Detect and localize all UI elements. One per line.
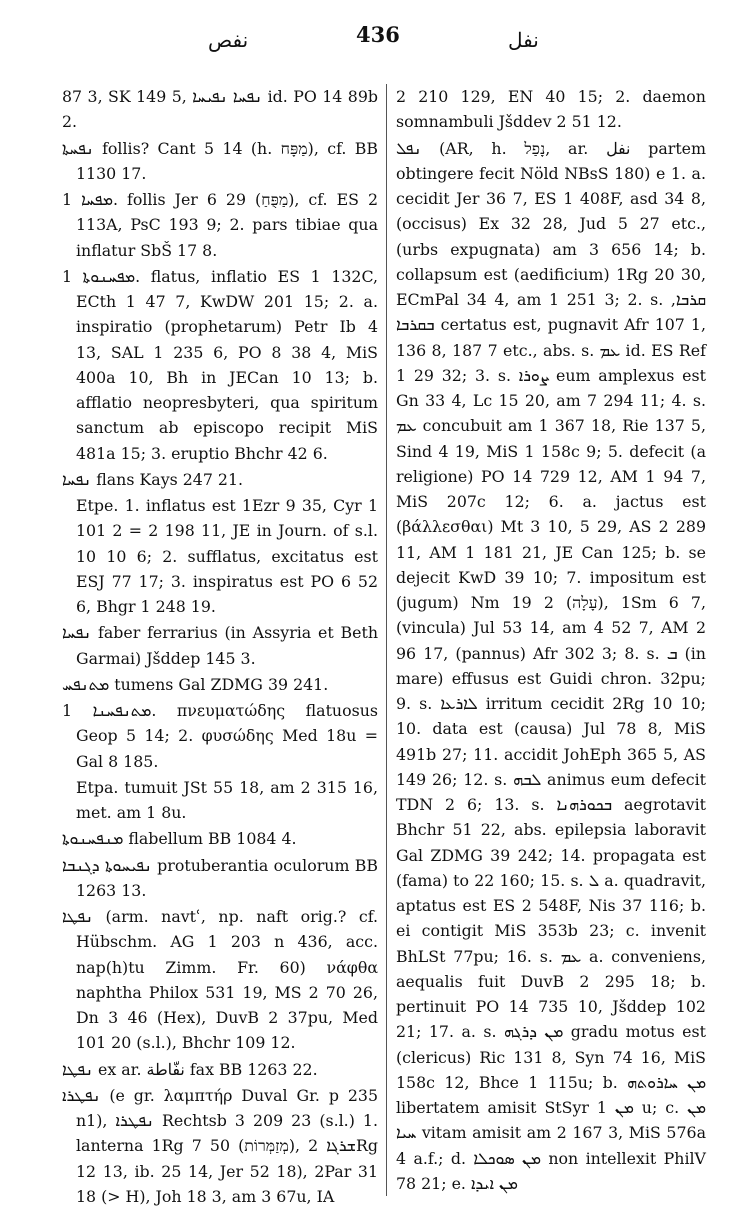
dictionary-entry: ܢܦܚܐ flans Kays 247 21. bbox=[62, 469, 244, 489]
dictionary-entry: ܡܦܚܢܘܬܐ 1. flatus, inflatio ES 1 132C, ECth 1 47 7, KwDW 201 15; 2. a. inspiratio (prophetarum) Petr Ib 4 13, SAL 1 235 6, PO 8 38 4, MiS 400a 10, Bh in JECan 10 13; b. afflatio neopresbyteri, qua spiritum sanctum ab episcopo recipit MiS 481a 15; 3. eruptio Bhchr 42 6. bbox=[62, 266, 378, 463]
dictionary-entry: ܢܦܝܚܘܬܐ ܕܓܢܒܐ protuberantia oculorum BB 1263 13. bbox=[62, 855, 378, 900]
running-head-left-word: نفص bbox=[208, 28, 249, 52]
column-divider bbox=[386, 84, 387, 1196]
dictionary-entry: ܢܦܛܐ ex ar. نفّاطة fax BB 1263 22. bbox=[62, 1059, 318, 1079]
dictionary-entry: ܢܦܛܪܐ (e gr. λαμπτήρ Duval Gr. p 235 n1), ܢܦܛܪܐ Rechtsb 3 209 23 (s.l.) 1. lanterna 1Rg 7 50 (מְזַמְּרוֹת), ܫܪܓܐ 2Rg 12 13, ib. 25 14, Jer 52 18), 2Par 31 18 (> H), Joh 18 3, am 3 67u, IA bbox=[62, 1085, 378, 1206]
dictionary-entry: ܢܦܛܐ (arm. navtʿ, np. naft orig.? cf. Hübschm. AG 1 203 n 436, acc. nap(h)tu Zimm. Fr. 60) νάφθα naphtha Philox 531 19, MS 2 70 26, Dn 3 46 (Hex), DuvB 2 37pu, Med 101 20 (s.l.), Bhchr 109 12. bbox=[62, 907, 378, 1053]
dictionary-entry: ܢܦܠ (AR, h. נָפַל, ar. نفل partem obtingere fecit Nöld NBsS 180) e 1. a. cecidit Jer 36 7, ES 1 408F, asd 34 8, (occisus) Ex 32 28, Jud 5 27 etc., (urbs expugnata) am 3 656 14; b. collapsum est (aedificium) 1Rg 20 30, ECmPal 34 4, am 1 251 3; 2. s. ܩܪܒܐ, ܒܩܪܒܐ certatus est, pugnavit Afr 107 1, 136 8, 187 7 etc., abs. s. ܥܡ id. ES Ref 1 29 32; 3. s. ܨܘܪܐ eum amplexus est Gn 33 4, Lc 15 20, am 7 294 11; 4. s. ܥܡ concubuit am 1 367 18, Rie 137 5, Sind 4 19, MiS 1 158c 9; 5. defecit (a religione) PO 14 729 12, AM 1 94 7, MiS 207c 12; 6. a. jactus est (βάλλεσθαι) Mt 3 10, 5 29, AS 2 289 11, AM 1 181 21, JE Can 125; b. se dejecit KwD 39 10; 7. impositum est (jugum) Nm 19 2 (עָלָה), 1Sm 6 7, (vincula) Jul 53 14, am 4 52 7, AM 2 96 17, (pannus) Afr 302 3; 8. s. ܒ (in mare) effusus est Guidi chron. 32pu; 9. s. ܠܐܪܥܐ irritum cecidit 2Rg 10 10; 10. data est (causa) Jul 78 8, MiS 491b 27; 11. accidit JohEph 365 5, AS 149 26; 12. s. ܠܒܗ animus eum defecit TDN 2 6; 13. s. ܒܟܘܪܗܢܐ aegrotavit Bhchr 51 22, abs. epilepsia laboravit Gal ZDMG 39 242; 14. propagata est (fama) to 22 160; 15. s. ܠ a. quadravit, aptatus est ES 2 548F, Nis 37 116; b. ei contigit MiS 353b 23; c. invenit BhLSt 77pu; 16. s. ܥܡ a. conveniens, aequalis fuit DuvB 2 295 18; b. pertinuit PO 14 735 10, Jšddep 102 21; 17. a. s. ܡܢ ܕܪܓܗ gradu motus est (clericus) Ric 131 8, Syn 74 16, MiS 158c 12, Bhce 1 115u; b. ܡܢ ܚܐܪܘܬܗ libertatem amisit StSyr 1 ܡܢ u; c. ܡܢ ܚܝܐ vitam amisit am 2 167 3, MiS 576a 4 a.f.; d. ܡܢ ܣܘܟܠܐ non intellexit PhilV 78 21; e. ܡܢ ܐܝܕܐ bbox=[396, 138, 707, 1193]
page-number: 436 bbox=[356, 22, 400, 47]
dictionary-entry: ܢܦܚܐ faber ferrarius (in Assyria et Beth Garmai) Jšddep 145 3. bbox=[62, 623, 378, 668]
dictionary-entry: ܢܦܚܬܐ follis? Cant 5 14 (h. מַפָּח), cf. BB 1130 17. bbox=[62, 138, 378, 183]
left-column bbox=[62, 84, 378, 1210]
dictionary-entry: ܡܬܢܦܚܢܐ 1. πνευματώδης flatuosus Geop 5 14; 2. φυσώδης Med 18u = Gal 8 185. bbox=[62, 701, 378, 771]
running-head bbox=[0, 22, 750, 58]
dictionary-entry: Etpa. tumuit JSt 55 18, am 2 315 16, met. am 1 8u. bbox=[76, 777, 378, 822]
dictionary-entry: Etpe. 1. inflatus est 1Ezr 9 35, Cyr 1 101 2 = 2 198 11, JE in Journ. of s.l. 10 10 6; 2. sufflatus, excitatus est ESJ 77 17; 3. inspiratus est PO 6 52 6, Bhgr 1 248 19. bbox=[76, 496, 378, 616]
dictionary-entry: 87 3, SK 149 5, ܢܦܚܐ ܢܦܝܚܐ id. PO 14 89b 2. bbox=[62, 87, 378, 132]
dictionary-entry: ܡܬܢܦܚ tumens Gal ZDMG 39 241. bbox=[62, 674, 329, 694]
dictionary-entry: ܡܢܦܚܢܘܬܐ flabellum BB 1084 4. bbox=[62, 829, 297, 849]
dictionary-entry: ܡܦܚܐ 1. follis Jer 6 29 (מַפֻּחַ), cf. ES 2 113A, PsC 193 9; 2. pars tibiae qua inflatur SbŠ 17 8. bbox=[62, 190, 379, 260]
right-column bbox=[396, 84, 706, 1197]
running-head-right-word: نفل bbox=[508, 28, 539, 52]
dictionary-entry: 2 210 129, EN 40 15; 2. daemon somnambuli Jšddev 2 51 12. bbox=[396, 87, 706, 132]
